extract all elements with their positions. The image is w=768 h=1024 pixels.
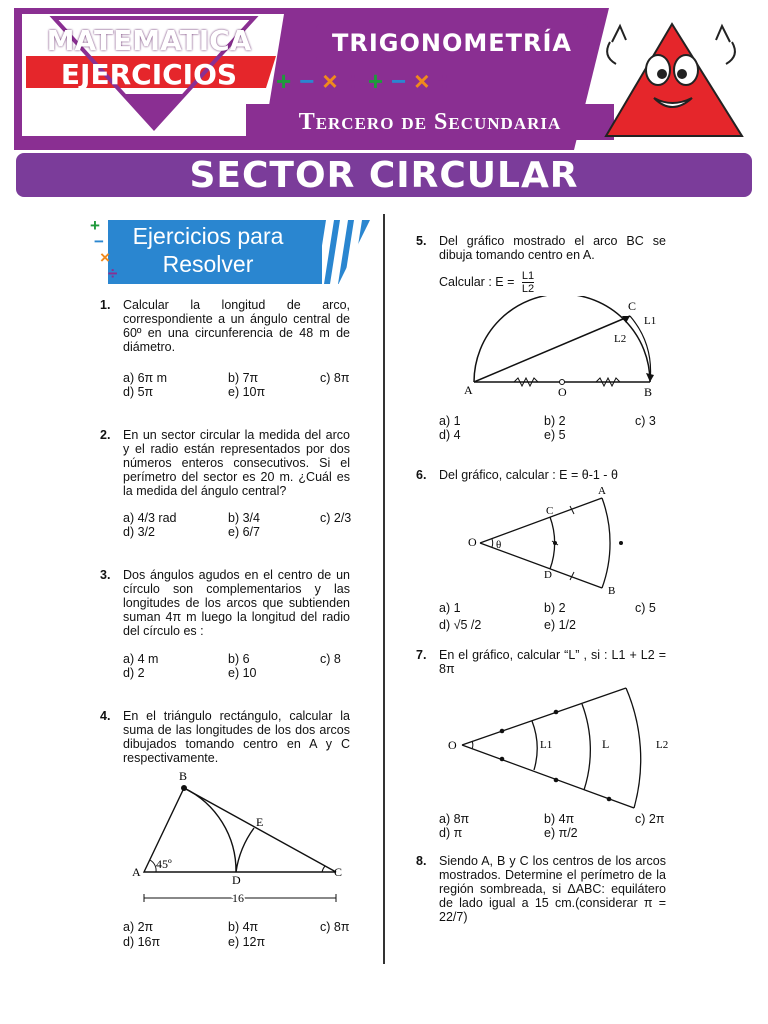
problem-8-text: Siendo A, B y C los centros de los arcos mostrados. Determine el perímetro de la región sombreada, si ΔABC: equilátero de lado igual a 15 cm.(considerar π = 22/7) [439,854,666,924]
problem-5-number: 5. [416,234,427,248]
label-d: D [544,569,552,581]
triangle-mascot-icon [592,12,752,146]
label-a: A [598,485,606,497]
option: b) 3/4 [228,511,260,525]
option: a) 1 [439,414,461,428]
label-a: A [132,865,141,879]
option: a) 4/3 rad [123,511,177,525]
option: d) 4 [439,428,461,442]
tag-title: Ejercicios para Resolver [132,223,284,277]
option: c) 8π [320,920,350,934]
tag-stripes [322,220,370,284]
option: c) 2/3 [320,511,352,525]
operator-row: +−×÷+−×÷ [276,66,460,96]
option: e) 6/7 [228,525,260,539]
problem-6-number: 6. [416,468,427,482]
problem-1-text: Calcular la longitud de arco, correspondiente a un ángulo central de 60º en una circunferencia de 48 m de diámetro. [123,298,350,354]
problem-4-figure [126,766,356,908]
label-angle: 45º [156,857,172,871]
brand-line2: EJERCICIOS [60,58,238,91]
option: a) 6π m [123,371,168,385]
problem-5-text: Del gráfico mostrado el arco BC se dibuja tomando centro en A. [439,234,666,262]
label-b: B [179,769,188,783]
level-title: Tercero de Secundaria [246,104,614,140]
option: a) 1 [439,601,461,615]
option: a) 4 m [123,652,159,666]
problem-2-number: 2. [100,428,111,442]
label-base: 16 [232,891,244,905]
topic-banner: SECTOR CIRCULAR [16,153,752,197]
option: b) 4π [544,812,575,826]
label-d: D [232,873,241,887]
subject-title: TRIGONOMETRÍA [316,24,588,62]
option: b) 4π [228,920,259,934]
problem-4-text: En el triángulo rectángulo, calcular la suma de las longitudes de los dos arcos dibujados tomando centro en A y C respectivamente. [123,709,350,765]
option: d) π [439,826,463,840]
label-e: E [256,815,264,829]
problem-7-text: En el gráfico, calcular “L” , si : L1 + L2 = 8π [439,648,666,676]
label-theta: θ [496,539,502,551]
label-l2: L2 [656,739,669,751]
option: b) 7π [228,371,259,385]
problem-6-figure [466,484,636,600]
option: e) 10 [228,666,257,680]
problem-4-number: 4. [100,709,111,723]
option: c) 3 [635,414,656,428]
option: d) 3/2 [123,525,155,539]
label-o: O [558,385,567,399]
option: d) 5π [123,385,154,399]
option: e) π/2 [544,826,578,840]
option: b) 2 [544,414,566,428]
problem-5-figure [458,296,678,400]
tag-operators: + − × ÷ [90,216,118,283]
problem-5-calc: Calcular : E = $\frac{L1}{L2}$ [439,270,535,295]
problem-3-number: 3. [100,568,111,582]
option: b) 2 [544,601,566,615]
problem-8-number: 8. [416,854,427,868]
option: c) 8π [320,371,350,385]
label-o: O [468,535,477,549]
problem-6-text: Del gráfico, calcular : E = θ-1 - θ [439,468,618,482]
fraction: $\frac{L1}{L2}$ [521,270,535,295]
option: a) 2π [123,920,154,934]
option: d) 16π [123,935,161,949]
label-c: C [628,299,637,313]
label-c: C [334,865,343,879]
option: d) 2 [123,666,145,680]
label-a: A [464,383,473,397]
problem-7-figure [444,684,684,810]
brand-line1: MATEMATICA [46,24,252,57]
problem-3-text: Dos ángulos agudos en el centro de un círculo son complementarios y las longitudes de los arcos que subtienden suman 4π m luego la longitud del radio del círculo es : [123,568,350,638]
option: c) 2π [635,812,665,826]
option: a) 8π [439,812,470,826]
problem-7-number: 7. [416,648,427,662]
label-c: C [546,505,554,517]
label-l1: L1 [644,315,657,327]
column-divider [383,214,385,964]
option: e) 12π [228,935,266,949]
option: e) 10π [228,385,266,399]
label-l2: L2 [614,333,627,345]
option: b) 6 [228,652,250,666]
option: c) 5 [635,601,656,615]
option: e) 5 [544,428,566,442]
problem-2-text: En un sector circular la medida del arco y el radio están representados por dos números enteros consecutivos. Si el perímetro del sector es 20 m. ¿Cuál es la medida del ángulo central? [123,428,350,498]
problem-1-number: 1. [100,298,111,312]
label-l1: L1 [540,739,553,751]
option: d) √5 /2 [439,618,482,632]
label-o: O [448,738,457,752]
label-b: B [644,385,653,399]
label-b: B [608,585,616,597]
option: e) 1/2 [544,618,576,632]
label-l: L [602,737,610,751]
page-header [14,8,752,150]
exercises-tag [90,218,370,286]
option: c) 8 [320,652,341,666]
